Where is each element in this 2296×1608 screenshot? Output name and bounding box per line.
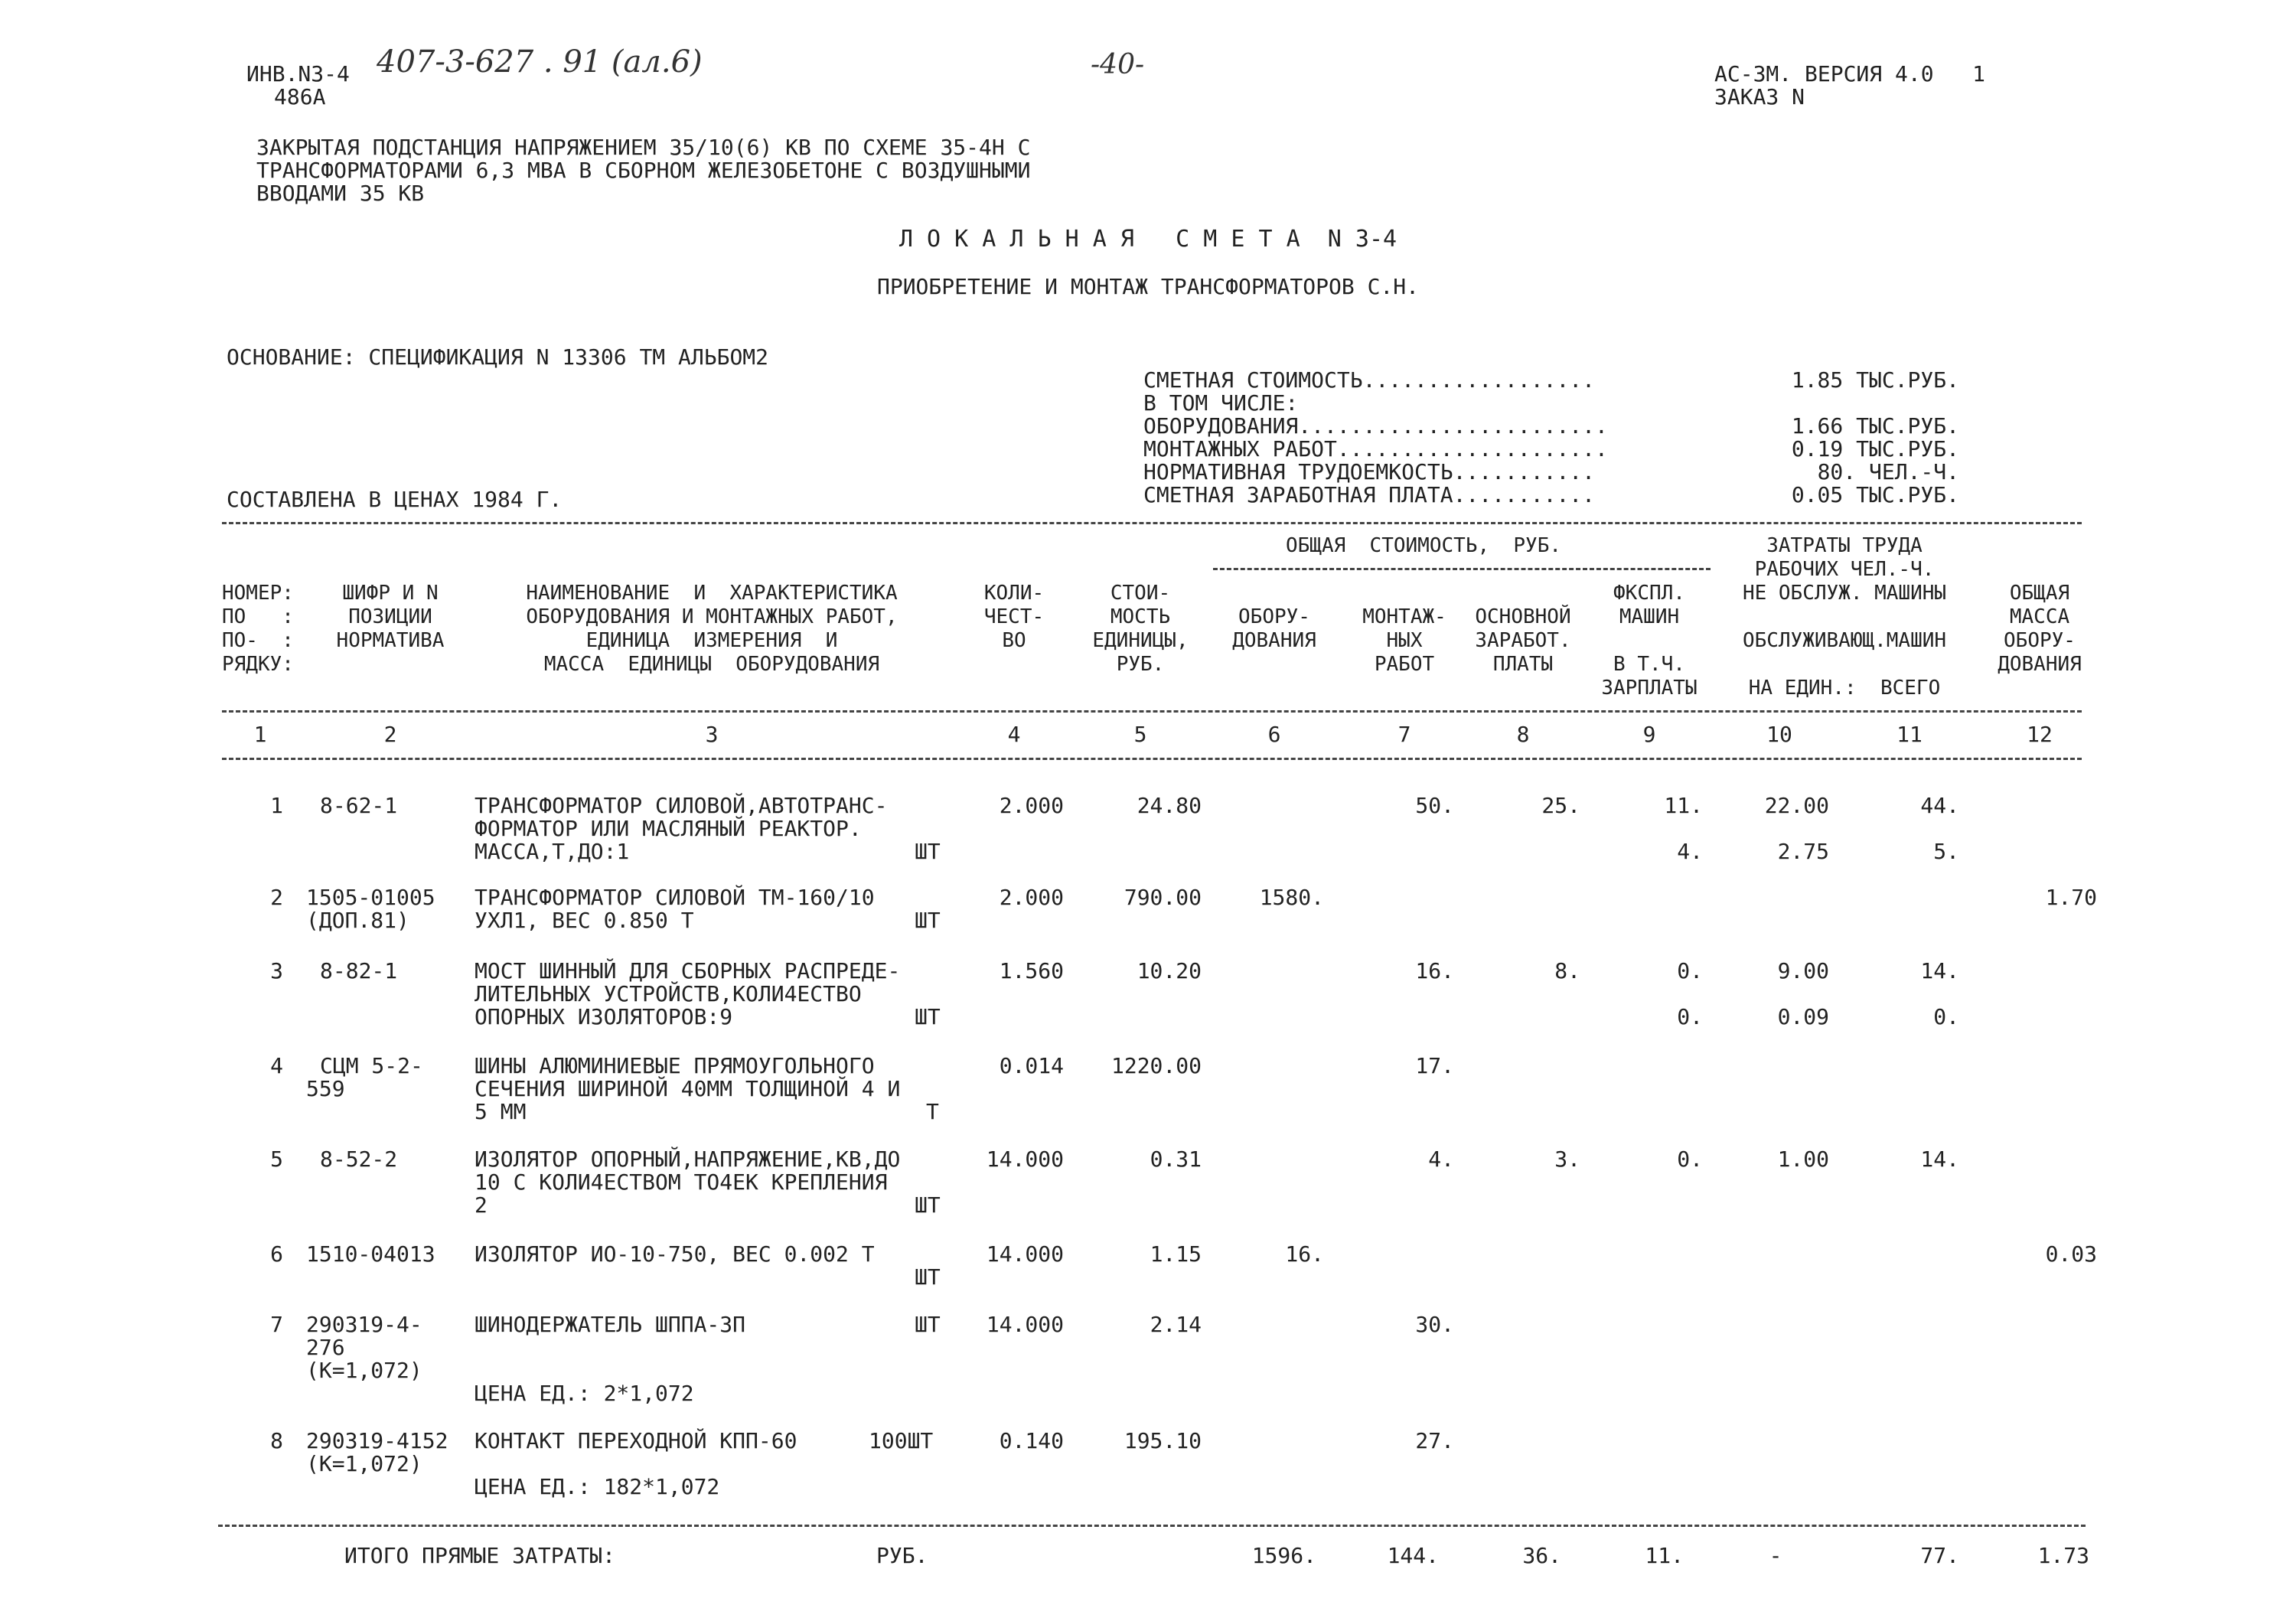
document-title: Л О К А Л Ь Н А Я С М Е Т А N 3-4	[899, 226, 1397, 253]
summary-value: 0.19 ТЫС.РУБ.	[1791, 436, 1959, 462]
row-name: ТРАНСФОРМАТОР СИЛОВОЙ ТМ-160/10	[475, 885, 875, 910]
row-code: 276	[306, 1335, 345, 1360]
row-price-note: ЦЕНА ЕД.: 2*1,072	[475, 1381, 694, 1406]
row-price-note: ЦЕНА ЕД.: 182*1,072	[475, 1474, 720, 1499]
header-col5: ЕДИНИЦЫ,	[1092, 629, 1189, 652]
row-code: 8-52-2	[320, 1146, 398, 1172]
row-machines-wage: 0.	[1677, 1004, 1703, 1029]
row-labor-total-machines: 5.	[1933, 839, 1959, 864]
header-col7: МОНТАЖ-	[1362, 605, 1446, 628]
row-quantity: 14.000	[986, 1312, 1064, 1337]
header-col1: НОМЕР:	[222, 582, 294, 605]
row-mounting-cost: 50.	[1415, 793, 1454, 818]
row-labor-unit-machines: 0.09	[1777, 1004, 1829, 1029]
row-number: 2	[270, 885, 283, 910]
row-name: УХЛ1, ВЕС 0.850 Т	[475, 908, 694, 933]
column-number: 3	[705, 722, 719, 747]
row-unit: ШТ	[915, 1004, 941, 1029]
row-name: МАССА,Т,ДО:1	[475, 839, 630, 864]
row-unit-price: 195.10	[1124, 1428, 1202, 1453]
row-code: 8-82-1	[320, 958, 398, 983]
row-unit: ШТ	[915, 908, 941, 933]
column-number: 12	[2027, 722, 2053, 747]
header-col2: НОРМАТИВА	[336, 629, 445, 652]
total-equipment: 1596.	[1251, 1543, 1316, 1568]
row-code: 290319-4152	[306, 1428, 448, 1453]
total-unit: РУБ.	[876, 1543, 928, 1568]
order-number: ЗАКАЗ N	[1714, 84, 1805, 109]
header-mid-rule	[222, 710, 2082, 713]
row-equipment-cost: 1580.	[1259, 885, 1324, 910]
total-machines: 11.	[1645, 1543, 1684, 1568]
summary-label: В ТОМ ЧИСЛЕ:	[1143, 390, 1299, 416]
header-col7: НЫХ	[1386, 629, 1423, 652]
handwritten-page-number: -40-	[1091, 49, 1145, 80]
row-name: ТРАНСФОРМАТОР СИЛОВОЙ,АВТОТРАНС-	[475, 793, 888, 818]
row-name: 10 С КОЛИ4ЕСТВОМ ТО4ЕК КРЕПЛЕНИЯ	[475, 1169, 888, 1195]
row-labor-total: 14.	[1920, 1146, 1959, 1172]
header-col7: РАБОТ	[1374, 653, 1435, 676]
total-mounting: 144.	[1387, 1543, 1439, 1568]
header-col10-11: НА ЕДИН.: ВСЕГО	[1748, 677, 1941, 700]
row-mass: 0.03	[2045, 1241, 2097, 1267]
row-machines: 11.	[1664, 793, 1703, 818]
row-code: СЦМ 5-2-	[320, 1053, 423, 1078]
row-number: 5	[270, 1146, 283, 1172]
row-unit-price: 0.31	[1150, 1146, 1202, 1172]
column-number: 10	[1766, 722, 1792, 747]
header-col10-11: ОБСЛУЖИВАЮЩ.МАШИН	[1742, 629, 1947, 652]
row-wage: 25.	[1541, 793, 1580, 818]
total-label: ИТОГО ПРЯМЫЕ ЗАТРАТЫ:	[344, 1543, 616, 1568]
header-col3: МАССА ЕДИНИЦЫ ОБОРУДОВАНИЯ	[543, 653, 880, 676]
row-number: 4	[270, 1053, 283, 1078]
inventory-sub: 486А	[274, 84, 326, 109]
row-unit: ШТ	[915, 839, 941, 864]
row-unit: Т	[926, 1099, 939, 1124]
column-number: 6	[1267, 722, 1281, 747]
program-version: АС-3М. ВЕРСИЯ 4.0 1	[1714, 61, 1986, 86]
row-machines: 0.	[1677, 958, 1703, 983]
row-unit-price: 790.00	[1124, 885, 1202, 910]
header-col9: ЗАРПЛАТЫ	[1601, 677, 1698, 700]
summary-label: СМЕТНАЯ СТОИМОСТЬ..................	[1143, 367, 1596, 393]
total-top-rule	[218, 1525, 2086, 1527]
header-subrule	[1213, 568, 1711, 570]
column-number: 7	[1397, 722, 1411, 747]
row-mounting-cost: 27.	[1415, 1428, 1454, 1453]
summary-label: МОНТАЖНЫХ РАБОТ.....................	[1143, 436, 1608, 462]
row-number: 3	[270, 958, 283, 983]
header-labor: РАБОЧИХ ЧЕЛ.-Ч.	[1754, 558, 1935, 581]
total-labor: 77.	[1920, 1543, 1959, 1568]
header-col3: ЕДИНИЦА ИЗМЕРЕНИЯ И	[585, 629, 838, 652]
row-quantity: 14.000	[986, 1146, 1064, 1172]
row-unit-price: 2.14	[1150, 1312, 1202, 1337]
summary-value: 1.66 ТЫС.РУБ.	[1791, 413, 1959, 439]
header-col6: ОБОРУ-	[1238, 605, 1310, 628]
row-mounting-cost: 30.	[1415, 1312, 1454, 1337]
document-subtitle: ПРИОБРЕТЕНИЕ И МОНТАЖ ТРАНСФОРМАТОРОВ С.Н.	[876, 274, 1419, 299]
row-wage: 8.	[1554, 958, 1580, 983]
row-quantity: 2.000	[999, 885, 1064, 910]
row-labor-unit: 9.00	[1777, 958, 1829, 983]
header-col10-11: НЕ ОБСЛУЖ. МАШИНЫ	[1742, 582, 1947, 605]
row-number: 6	[270, 1241, 283, 1267]
row-labor-unit: 1.00	[1777, 1146, 1829, 1172]
total-dash: -	[1769, 1543, 1782, 1568]
row-code: (К=1,072)	[306, 1358, 422, 1383]
row-code: 1510-04013	[306, 1241, 435, 1267]
row-unit: ШТ	[915, 1192, 941, 1218]
summary-value: 0.05 ТЫС.РУБ.	[1791, 482, 1959, 507]
header-labor: ЗАТРАТЫ ТРУДА	[1766, 534, 1923, 557]
row-mounting-cost: 16.	[1415, 958, 1454, 983]
total-wage: 36.	[1522, 1543, 1561, 1568]
project-line: ЗАКРЫТАЯ ПОДСТАНЦИЯ НАПРЯЖЕНИЕМ 35/10(6) КВ ПО СХЕМЕ 35-4Н С	[256, 135, 1031, 160]
row-unit: ШТ	[915, 1312, 941, 1337]
row-quantity: 14.000	[986, 1241, 1064, 1267]
header-col1: ПО :	[222, 605, 294, 628]
row-number: 1	[270, 793, 283, 818]
header-col2: ШИФР И N	[342, 582, 439, 605]
header-col5: СТОИ-	[1110, 582, 1171, 605]
header-col9: ФКСПЛ.	[1613, 582, 1685, 605]
column-number: 4	[1007, 722, 1021, 747]
summary-value: 80. ЧЕЛ.-Ч.	[1817, 459, 1959, 484]
header-bottom-rule	[222, 758, 2082, 760]
header-top-rule	[222, 522, 2082, 524]
row-code: 290319-4-	[306, 1312, 422, 1337]
row-name: ФОРМАТОР ИЛИ МАСЛЯНЫЙ РЕАКТОР.	[475, 816, 862, 841]
row-name: ИЗОЛЯТОР ОПОРНЫЙ,НАПРЯЖЕНИЕ,КВ,ДО	[475, 1146, 901, 1172]
row-code: (К=1,072)	[306, 1451, 422, 1476]
column-number: 11	[1896, 722, 1923, 747]
header-col2: ПОЗИЦИИ	[348, 605, 432, 628]
row-name: СЕЧЕНИЯ ШИРИНОЙ 40ММ ТОЛЩИНОЙ 4 И	[475, 1076, 901, 1101]
row-code: 559	[306, 1076, 345, 1101]
column-number: 5	[1133, 722, 1147, 747]
row-number: 8	[270, 1428, 283, 1453]
price-year: СОСТАВЛЕНА В ЦЕНАХ 1984 Г.	[227, 487, 563, 512]
row-name: 5 ММ	[475, 1099, 527, 1124]
row-code: 8-62-1	[320, 793, 398, 818]
row-quantity: 0.140	[999, 1428, 1064, 1453]
header-total-cost: ОБЩАЯ СТОИМОСТЬ, РУБ.	[1285, 534, 1562, 557]
row-code: 1505-01005	[306, 885, 435, 910]
header-col4: ЧЕСТ-	[983, 605, 1045, 628]
header-col8: ЗАРАБОТ.	[1475, 629, 1571, 652]
project-line: ВВОДАМИ 35 КВ	[256, 181, 425, 206]
column-number: 2	[383, 722, 397, 747]
header-col12: ДОВАНИЯ	[1998, 653, 2082, 676]
summary-label: ОБОРУДОВАНИЯ........................	[1143, 413, 1608, 439]
project-line: ТРАНСФОРМАТОРАМИ 6,3 МВА В СБОРНОМ ЖЕЛЕЗОБЕТОНЕ С ВОЗДУШНЫМИ	[256, 158, 1031, 183]
row-quantity: 2.000	[999, 793, 1064, 818]
inventory-label: ИНВ.N3-4	[246, 61, 350, 86]
row-wage: 3.	[1554, 1146, 1580, 1172]
row-number: 7	[270, 1312, 283, 1337]
column-number: 8	[1516, 722, 1530, 747]
row-labor-total-machines: 0.	[1933, 1004, 1959, 1029]
column-number: 1	[253, 722, 267, 747]
header-col4: ВО	[1002, 629, 1026, 652]
header-col4: КОЛИ-	[983, 582, 1045, 605]
row-name: ЛИТЕЛЬНЫХ УСТРОЙСТВ,КОЛИ4ЕСТВО	[475, 981, 862, 1006]
header-col12: ОБОРУ-	[2004, 629, 2076, 652]
row-unit: ШТ	[915, 1264, 941, 1290]
row-quantity: 0.014	[999, 1053, 1064, 1078]
row-equipment-cost: 16.	[1285, 1241, 1324, 1267]
basis-text: ОСНОВАНИЕ: СПЕЦИФИКАЦИЯ N 13306 ТМ АЛЬБОМ2	[227, 344, 769, 370]
row-unit-price: 24.80	[1137, 793, 1202, 818]
header-col5: РУБ.	[1116, 653, 1165, 676]
row-code: (ДОП.81)	[306, 908, 409, 933]
header-col12: МАССА	[2009, 605, 2070, 628]
header-col8: ПЛАТЫ	[1492, 653, 1554, 676]
header-col1: РЯДКУ:	[222, 653, 294, 676]
row-machines-wage: 4.	[1677, 839, 1703, 864]
summary-value: 1.85 ТЫС.РУБ.	[1791, 367, 1959, 393]
row-labor-total: 44.	[1920, 793, 1959, 818]
row-unit-price: 10.20	[1137, 958, 1202, 983]
header-col3: НАИМЕНОВАНИЕ И ХАРАКТЕРИСТИКА	[526, 582, 898, 605]
column-number: 9	[1642, 722, 1656, 747]
header-col3: ОБОРУДОВАНИЯ И МОНТАЖНЫХ РАБОТ,	[526, 605, 898, 628]
summary-label: СМЕТНАЯ ЗАРАБОТНАЯ ПЛАТА...........	[1143, 482, 1596, 507]
row-mass: 1.70	[2045, 885, 2097, 910]
row-mounting-cost: 17.	[1415, 1053, 1454, 1078]
header-col6: ДОВАНИЯ	[1232, 629, 1316, 652]
total-mass: 1.73	[2037, 1543, 2089, 1568]
row-unit-price: 1.15	[1150, 1241, 1202, 1267]
row-name: КОНТАКТ ПЕРЕХОДНОЙ КПП-60	[475, 1428, 797, 1453]
row-name: ИЗОЛЯТОР ИО-10-750, ВЕС 0.002 Т	[475, 1241, 875, 1267]
header-col9: МАШИН	[1619, 605, 1680, 628]
header-col9: В Т.Ч.	[1613, 653, 1685, 676]
row-unit: 100ШТ	[869, 1428, 934, 1453]
row-quantity: 1.560	[999, 958, 1064, 983]
row-mounting-cost: 4.	[1428, 1146, 1454, 1172]
row-name: ШИНЫ АЛЮМИНИЕВЫЕ ПРЯМОУГОЛЬНОГО	[475, 1053, 875, 1078]
header-col1: ПО- :	[222, 629, 294, 652]
header-col5: МОСТЬ	[1110, 605, 1171, 628]
row-name: 2	[475, 1192, 488, 1218]
row-labor-unit-machines: 2.75	[1777, 839, 1829, 864]
row-name: ОПОРНЫХ ИЗОЛЯТОРОВ:9	[475, 1004, 733, 1029]
header-col12: ОБЩАЯ	[2009, 582, 2070, 605]
handwritten-reference: 407-3-627 . 91 (ал.6)	[377, 44, 703, 80]
row-unit-price: 1220.00	[1110, 1053, 1202, 1078]
row-labor-unit: 22.00	[1764, 793, 1829, 818]
row-name: МОСТ ШИННЫЙ ДЛЯ СБОРНЫХ РАСПРЕДЕ-	[475, 958, 901, 983]
summary-label: НОРМАТИВНАЯ ТРУДОЕМКОСТЬ...........	[1143, 459, 1596, 484]
row-machines: 0.	[1677, 1146, 1703, 1172]
row-labor-total: 14.	[1920, 958, 1959, 983]
row-name: ШИНОДЕРЖАТЕЛЬ ШППА-3П	[475, 1312, 746, 1337]
header-col8: ОСНОВНОЙ	[1475, 605, 1571, 628]
